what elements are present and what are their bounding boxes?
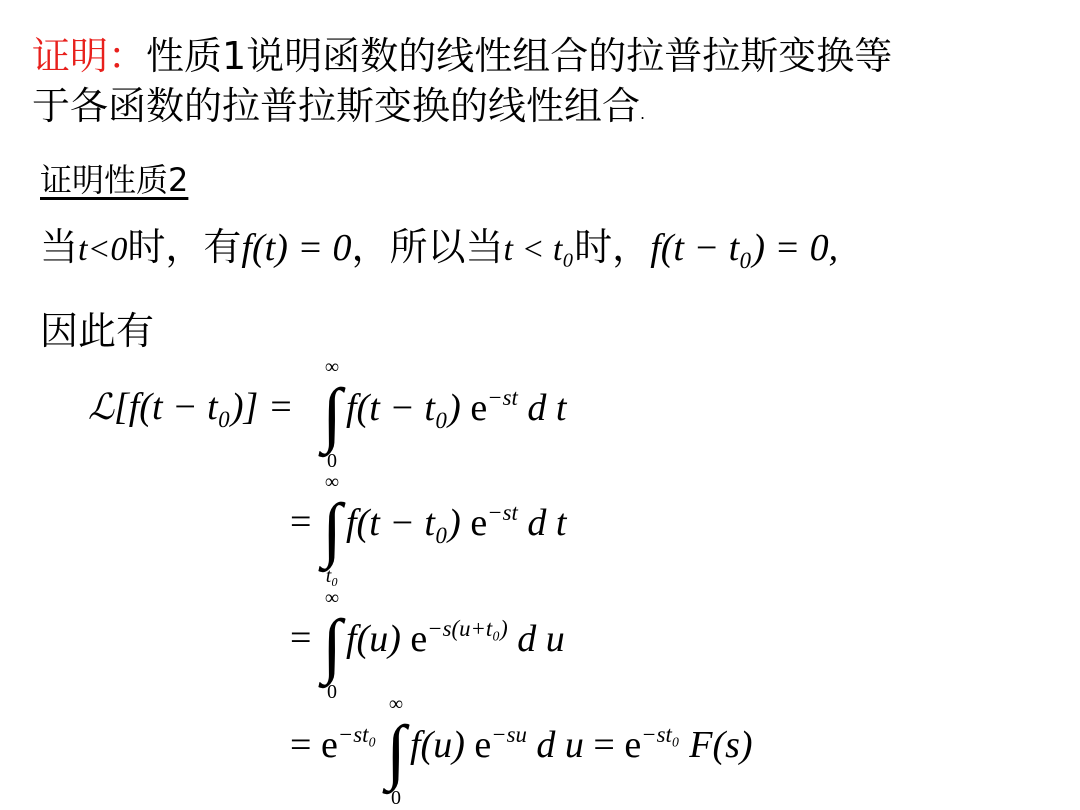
integrand-1: f(t − t₀) $e^{-st}$ d t — [346, 385, 567, 429]
intro-line-1 — [32, 30, 892, 82]
integrand-1-diff: d t — [527, 386, 567, 429]
integrand-4-exp: −su — [491, 722, 527, 747]
integral-2-lower: t₀ — [325, 565, 339, 587]
line4-suffix-exp: −st₀ — [641, 722, 680, 747]
integral-1-lower: 0 — [327, 450, 337, 472]
equals-4-prefix: = $e^{-st_0}$ — [290, 722, 377, 766]
intro-text-2: 于各函数的拉普拉斯变换的线性组合 — [32, 84, 641, 128]
integral-1-upper: ∞ — [324, 356, 340, 378]
integrand-4-diff: d u — [536, 723, 584, 766]
proof-label: 证明 — [32, 34, 109, 78]
integrand-4: f(u) $e^{-su}$ d $u = e^{-st_0}$ F(s) — [410, 722, 753, 766]
integrand-4-f: f(u) — [410, 723, 465, 766]
intro-line-2 — [32, 80, 645, 140]
subheading-proof-property-2: 证明性质2 — [40, 161, 189, 199]
integral-3-upper: ∞ — [324, 587, 340, 609]
laplace-symbol: ℒ — [88, 387, 114, 427]
word-dang: 当 — [40, 225, 79, 269]
intro-period: . — [640, 104, 646, 123]
equals-3: = — [290, 617, 312, 659]
integrand-3-f: f(u) — [346, 617, 401, 660]
word-shi: 时， — [574, 225, 651, 269]
condition-line — [40, 222, 838, 275]
lhs-expression: [f(t − t₀)] = — [113, 386, 294, 428]
word-suoyi-dang: ，所以当 — [351, 225, 504, 269]
integral-3-lower: 0 — [327, 681, 337, 703]
integrand-3-diff: d u — [517, 617, 565, 660]
eq-f-shift-zero: f(t − t₀) = 0, — [650, 227, 839, 269]
integrand-3-exp: −s(u+t₀) — [427, 616, 508, 641]
word-shi-you: 时，有 — [127, 225, 242, 269]
cond-t-less-0: t<0 — [78, 231, 128, 268]
eq-f-t-zero: f(t) = 0 — [241, 227, 352, 269]
integrand-2: f(t − t₀) $e^{-st}$ d t — [346, 500, 567, 544]
integral-4-lower: 0 — [391, 787, 401, 809]
integral-sign-icon: ∫ — [322, 605, 342, 685]
integrand-1-f: f(t − t₀) — [346, 386, 461, 429]
therefore-label: 因此有 — [40, 309, 155, 353]
integral-sign-icon: ∫ — [386, 711, 406, 791]
integrand-2-exp: −st — [487, 500, 518, 525]
proof-colon: ： — [108, 34, 147, 78]
intro-text-1: 性质1说明函数的线性组合的拉普拉斯变换等 — [146, 34, 893, 78]
integrand-2-f: f(t − t₀) — [346, 501, 461, 544]
integrand-2-diff: d t — [527, 501, 567, 544]
line4-prefix-exp: −st₀ — [337, 722, 377, 747]
integrand-1-exp: −st — [487, 385, 518, 410]
integral-2-upper: ∞ — [324, 471, 340, 493]
integral-4-upper: ∞ — [388, 693, 404, 715]
cond-t-less-t0: t < t₀ — [503, 231, 575, 268]
integral-sign-icon: ∫ — [322, 489, 342, 569]
equals-2: = — [290, 501, 312, 543]
result-F-s: F(s) — [689, 723, 753, 766]
integrand-3: f(u) $e^{-s(u+t_0)}$ d u — [346, 616, 565, 660]
derivation-lhs — [88, 385, 294, 429]
integral-sign-icon: ∫ — [322, 374, 342, 454]
